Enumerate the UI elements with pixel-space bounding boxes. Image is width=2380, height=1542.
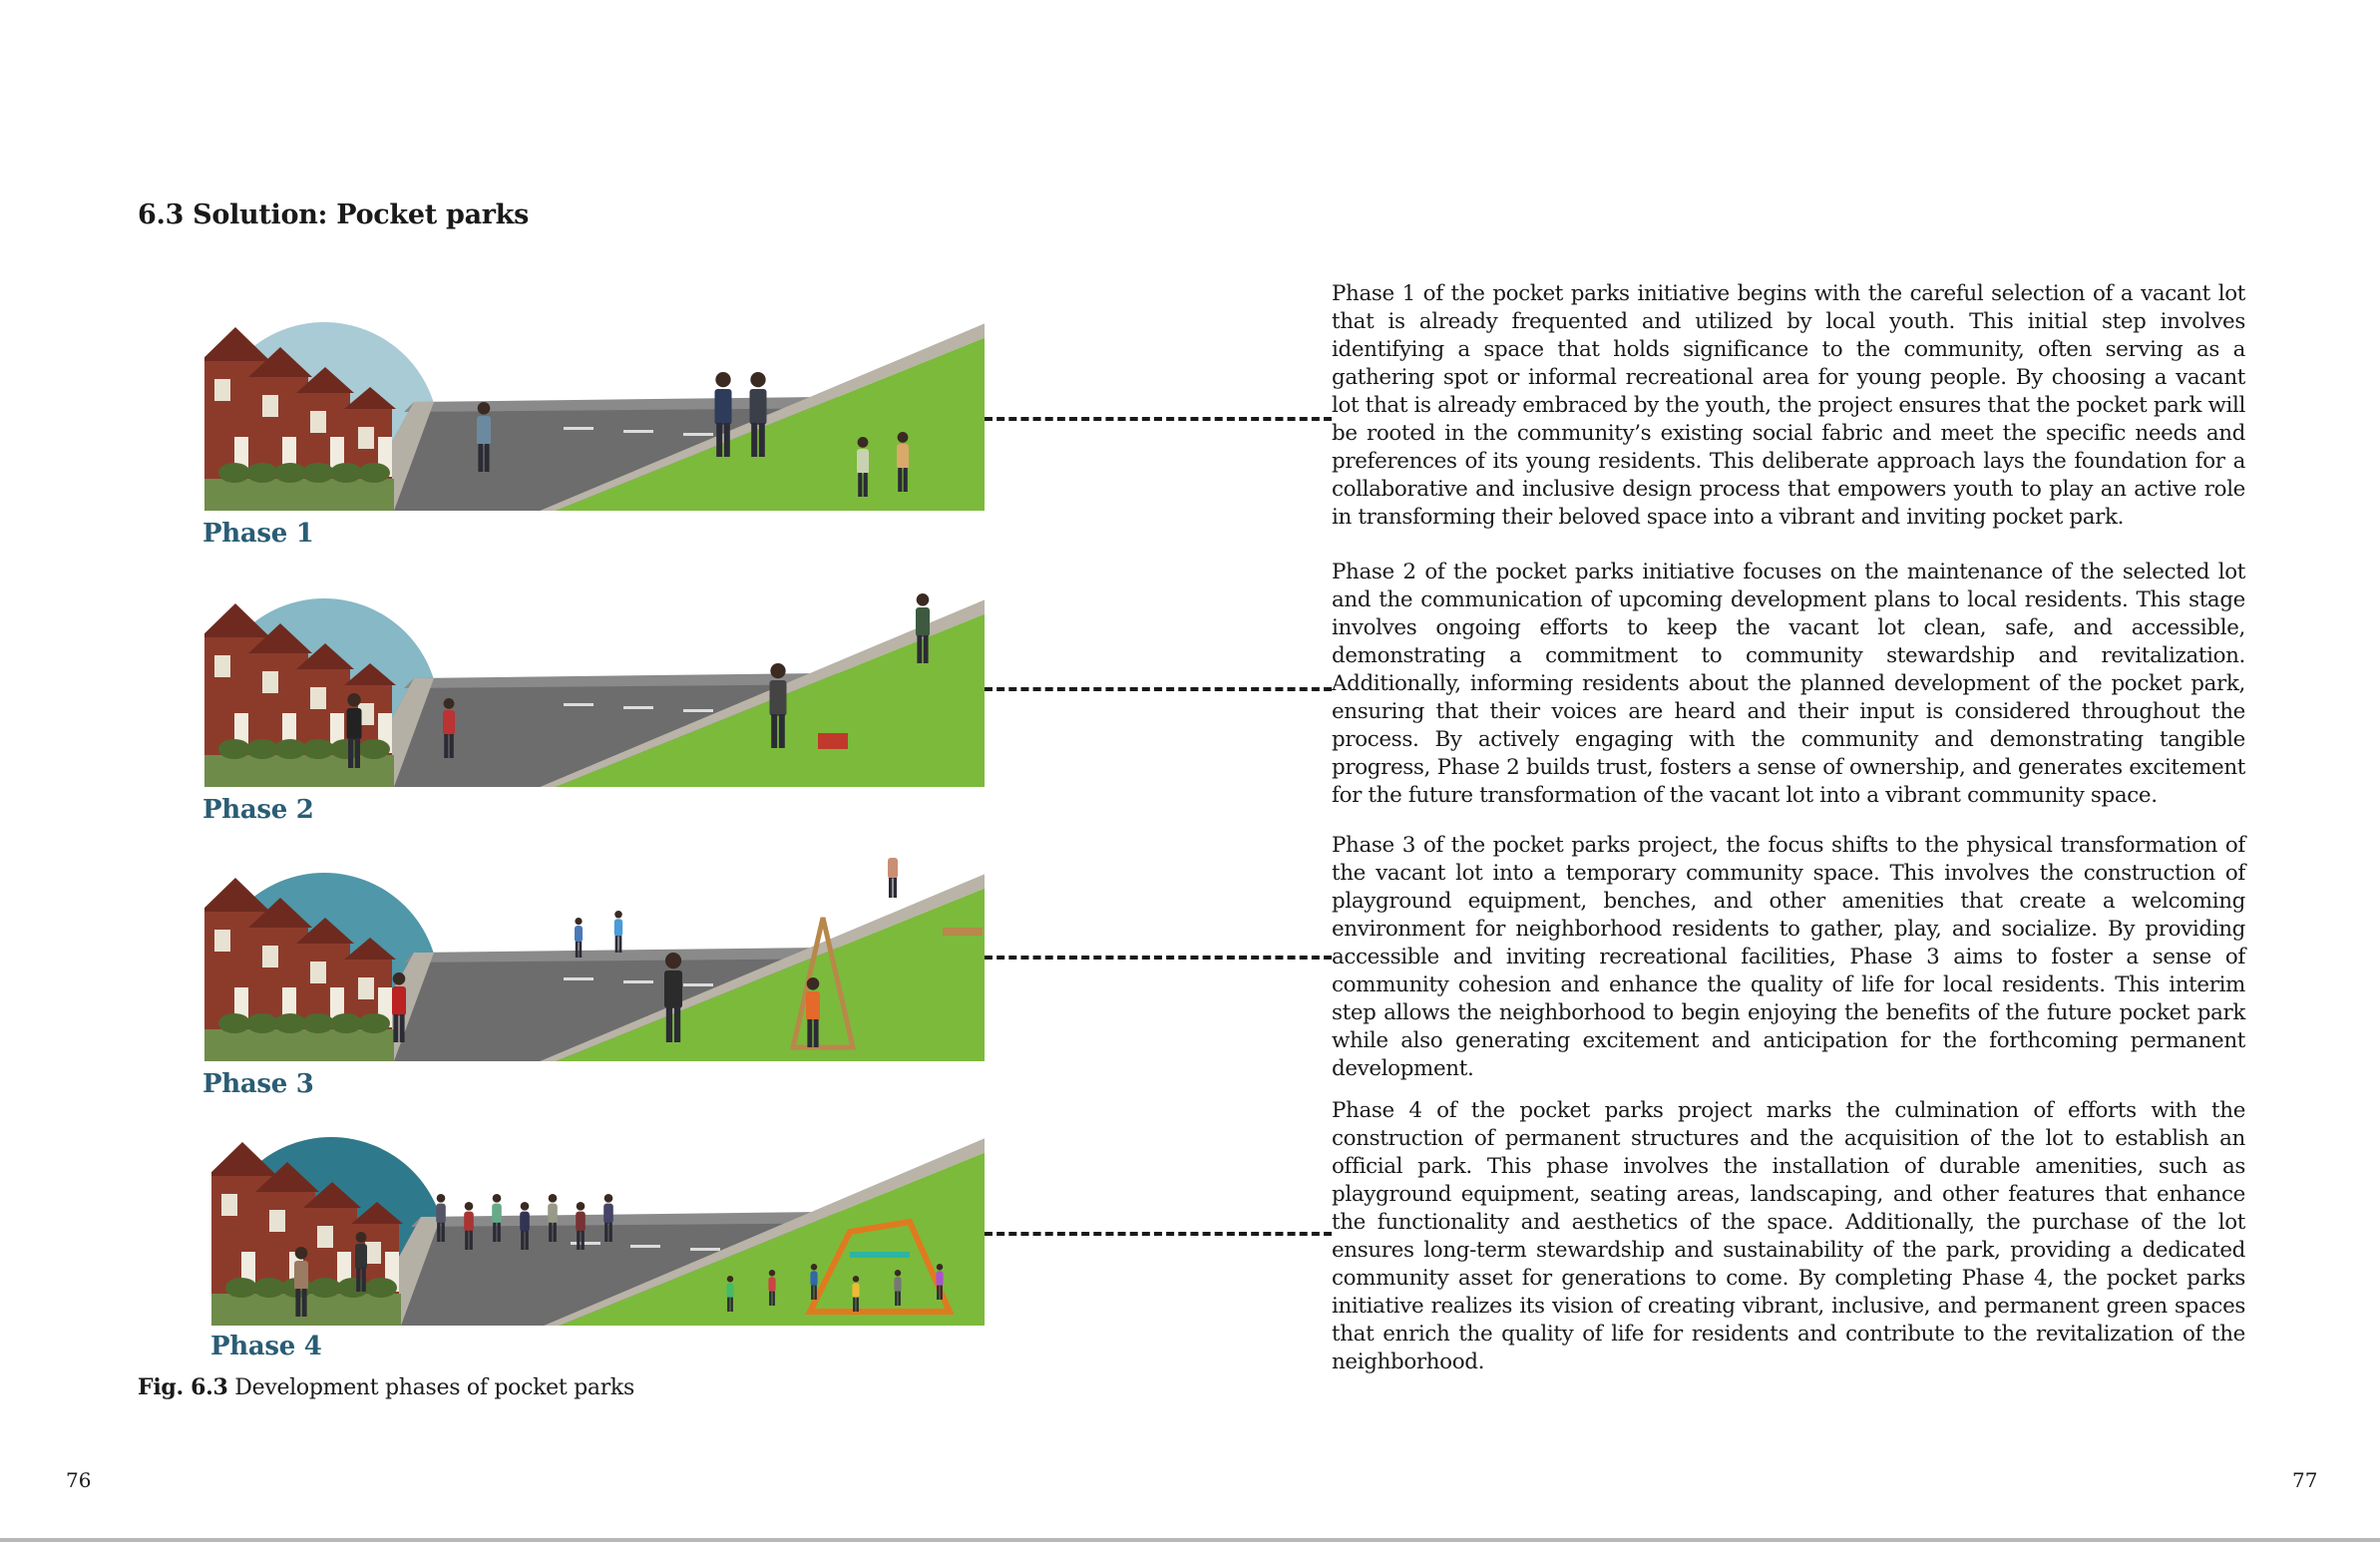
lane-marking (564, 427, 594, 430)
lane-marking (564, 977, 594, 980)
section-title: 6.3 Solution: Pocket parks (138, 199, 529, 230)
shrub (274, 1013, 306, 1033)
lane-marking (683, 983, 713, 986)
phase-4-scene (211, 1122, 985, 1326)
shrub (330, 463, 362, 483)
shrub (246, 739, 278, 759)
house-window (358, 977, 374, 999)
figure-number: Fig. 6.3 (138, 1374, 228, 1400)
shrub (330, 1013, 362, 1033)
house-window (310, 687, 326, 709)
page-edge (0, 1538, 2380, 1542)
house-window (214, 655, 230, 677)
lane-marking (571, 1242, 600, 1245)
phase-1-label: Phase 1 (202, 519, 314, 549)
shrub (309, 1278, 341, 1298)
playground-bar (850, 1252, 910, 1258)
lane-marking (623, 980, 653, 983)
lane-marking (623, 430, 653, 433)
phase-2-description: Phase 2 of the pocket parks initiative focuses on the maintenance of the selected lot and the communication of upcoming development plans to local residents. This stage involves ongoing efforts to keep the vacant lot clean, safe, and accessible, demonstrating a commitment to community stewardship and revitalization. Additionally, informing residents about the planned development of the pocket park, ensuring that their voices are heard and their input is considered throughout the process. By actively engaging with the community and demonstrating tangible progress, Phase 2 builds trust, fosters a sense of ownership, and generates excitement for the future transformation of the vacant lot into a vibrant community space. (1332, 560, 2245, 808)
front-lawn (204, 1029, 394, 1061)
page-number-right: 77 (2292, 1468, 2318, 1492)
house-window (365, 1242, 381, 1264)
phase-1-illustration (204, 307, 985, 511)
shrub (274, 739, 306, 759)
phase-3-leader-line (985, 956, 1332, 960)
figure-caption-text: Development phases of pocket parks (234, 1375, 634, 1400)
phase-2-leader-line (985, 687, 1332, 691)
shrub (365, 1278, 397, 1298)
lane-marking (690, 1248, 720, 1251)
phase-3-illustration (204, 858, 985, 1061)
house-window (358, 427, 374, 449)
shrub (246, 1013, 278, 1033)
page-number-left: 76 (66, 1468, 92, 1492)
lane-marking (683, 709, 713, 712)
phase-4-description: Phase 4 of the pocket parks project marks the culmination of efforts with the construction of permanent structures and the acquisition of the lot to establish an official park. This phase involves the installation of durable amenities, such as playground equipment, seating areas, landscaping, and other features that enhance the functionality and aesthetics of the space. Additionally, the purchase of the lot ensures long-term stewardship and sustainability of the park, providing a dedicated community asset for generations to come. By completing Phase 4, the pocket parks initiative realizes its vision of creating vibrant, inclusive, and permanent green spaces that enrich the quality of life for residents and contribute to the revitalization of the neighborhood. (1332, 1098, 2245, 1374)
phase-4-illustration (211, 1122, 985, 1326)
phase-2-label: Phase 2 (202, 795, 314, 825)
shrub (302, 463, 334, 483)
cyclist (614, 911, 622, 953)
phase-3-description: Phase 3 of the pocket parks project, the focus shifts to the physical transformation of the vacant lot into a temporary community space. This involves the construction of playground equipment, benches, and other amenities that create a welcoming environment for neighborhood residents to gather, play, and socialize. By providing accessible and inviting recreational facilities, Phase 3 aims to foster a sense of community cohesion and enhance the quality of life for local residents. This interim step allows the neighborhood to begin enjoying the benefits of the future pocket park while also generating excitement and anticipation for the forthcoming permanent development. (1332, 833, 2245, 1081)
phase-1-scene (204, 307, 985, 511)
phase-3-label: Phase 3 (202, 1069, 314, 1099)
phase-2-scene (204, 583, 985, 787)
lane-marking (564, 703, 594, 706)
house-window (262, 671, 278, 693)
shrub (358, 463, 390, 483)
shrub (225, 1278, 257, 1298)
house-window (317, 1226, 333, 1248)
house-window (262, 395, 278, 417)
shrub (218, 463, 250, 483)
phase-2-illustration (204, 583, 985, 787)
shrub (218, 739, 250, 759)
shrub (302, 1013, 334, 1033)
child (888, 858, 898, 898)
phase-1-leader-line (985, 417, 1332, 421)
phase-4-leader-line (985, 1232, 1332, 1236)
house-window (310, 962, 326, 983)
shrub (246, 463, 278, 483)
shrub (253, 1278, 285, 1298)
house-window (214, 930, 230, 952)
house-window (221, 1194, 237, 1216)
shrub (274, 463, 306, 483)
front-lawn (204, 479, 394, 511)
house-window (269, 1210, 285, 1232)
lane-marking (683, 433, 713, 436)
phase-4-label: Phase 4 (210, 1332, 322, 1361)
house-window (214, 379, 230, 401)
house-window (262, 946, 278, 967)
figure-caption (138, 1374, 634, 1400)
lawn-mower (818, 733, 848, 749)
shrub (218, 1013, 250, 1033)
front-lawn (204, 755, 394, 787)
lane-marking (623, 706, 653, 709)
shrub (358, 1013, 390, 1033)
house-window (310, 411, 326, 433)
lane-marking (630, 1245, 660, 1248)
phase-3-scene (204, 858, 985, 1061)
picnic-table (943, 928, 983, 936)
phase-1-description: Phase 1 of the pocket parks initiative begins with the careful selection of a vacant lot that is already frequented and utilized by local youth. This initial step involves identifying a space that holds significance to the community, often serving as a gathering spot or informal recreational area for young people. By choosing a vacant lot that is already embraced by the youth, the project ensures that the pocket park will be rooted in the community’s existing social fabric and meet the specific needs and preferences of its young residents. This deliberate approach lays the foundation for a collaborative and inclusive design process that empowers youth to play an active role in transforming their beloved space into a vibrant and inviting pocket park. (1332, 281, 2245, 530)
shrub (358, 739, 390, 759)
shrub (302, 739, 334, 759)
